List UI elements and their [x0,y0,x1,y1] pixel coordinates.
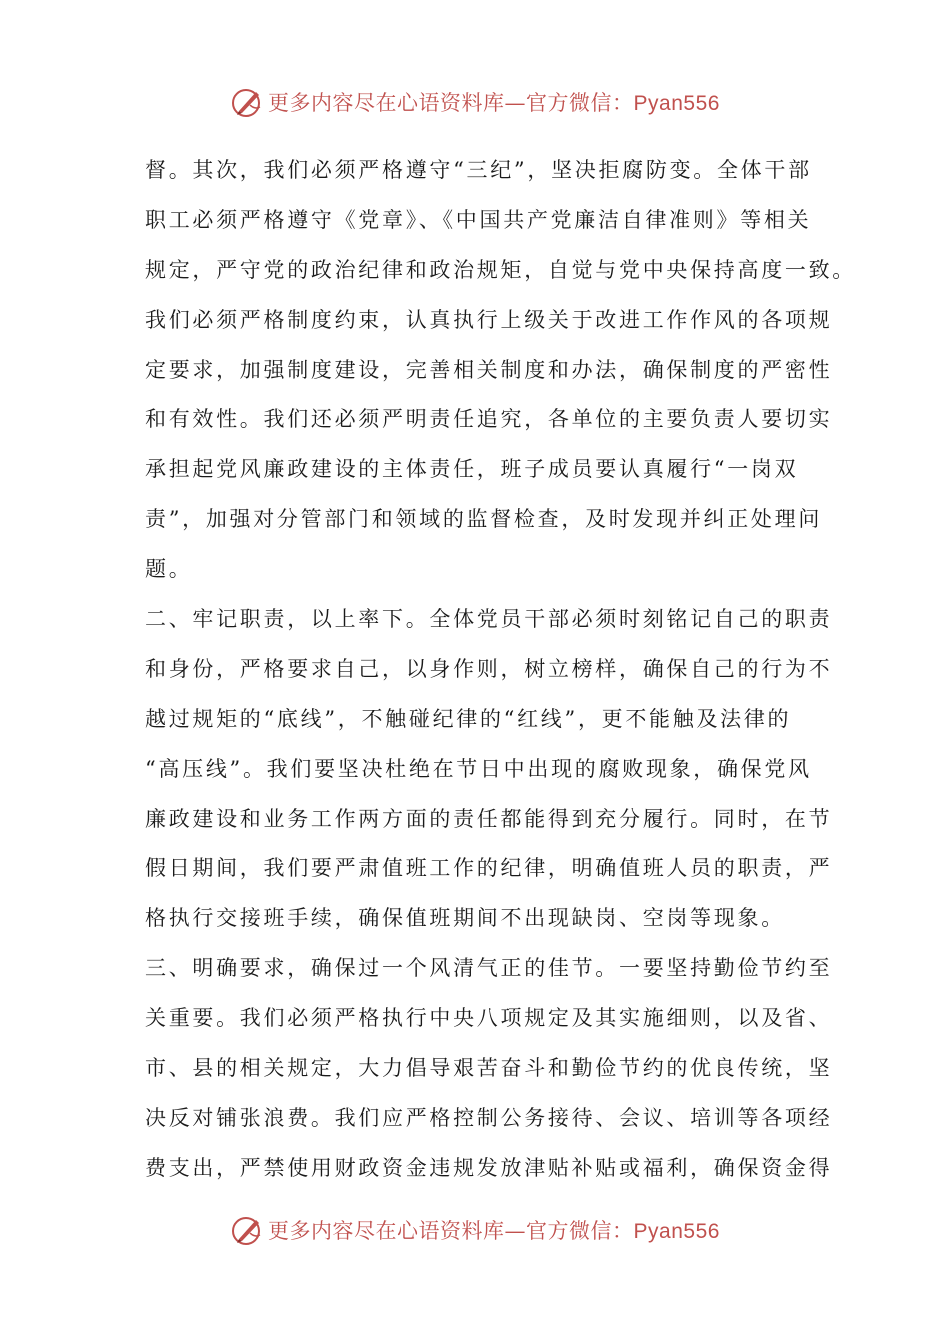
text-line: 承担起党风廉政建设的主体责任，班子成员要认真履行“一岗双 [145,457,799,482]
footer-watermark-banner [0,1210,950,1250]
text-line: 关重要。我们必须严格执行中央八项规定及其实施细则，以及省、 [145,1006,833,1031]
text-line: 格执行交接班手续，确保值班期间不出现缺岗、空岗等现象。 [145,906,785,931]
text-line: 职工必须严格遵守《党章》、《中国共产党廉洁自律准则》等相关 [145,207,812,232]
text-line: 督。其次，我们必须严格遵守“三纪”，坚决拒腐防变。全体干部 [145,158,812,182]
text-line: 责”，加强对分管部门和领域的监督检查，及时发现并纠正处理问 [145,507,823,532]
text-line: 市、县的相关规定，大力倡导艰苦奋斗和勤俭节约的优良传统，坚 [145,1056,833,1081]
text-line: 廉政建设和业务工作两方面的责任都能得到充分履行。同时，在节 [145,806,833,831]
header-banner-text [268,87,720,117]
footer-banner-cn: 更多内容尽在心语资料库—官方微信： [268,1219,634,1243]
header-banner-wechat-id: Pyan556 [633,92,720,115]
text-line: 和身份，严格要求自己，以身作则，树立榜样，确保自己的行为不 [145,656,833,681]
text-line: 三、明确要求，确保过一个风清气正的佳节。一要坚持勤俭节约至 [145,956,833,981]
text-line: “高压线”。我们要坚决杜绝在节日中出现的腐败现象，确保党风 [145,756,812,781]
text-line: 和有效性。我们还必须严明责任追究，各单位的主要负责人要切实 [145,407,833,432]
footer-banner-wechat-id: Pyan556 [633,1220,720,1243]
pen-logo-icon [230,85,264,119]
text-line: 规定，严守党的政治纪律和政治规矩，自觉与党中央保持高度一致。 [145,257,856,282]
text-line: 二、牢记职责，以上率下。全体党员干部必须时刻铭记自己的职责 [145,607,833,632]
pen-logo-icon [230,1213,264,1247]
text-line: 我们必须严格制度约束，认真执行上级关于改进工作作风的各项规 [145,307,833,332]
text-line: 定要求，加强制度建设，完善相关制度和办法，确保制度的严密性 [145,357,833,382]
header-watermark-banner [0,82,950,122]
text-line: 决反对铺张浪费。我们应严格控制公务接待、会议、培训等各项经 [145,1105,833,1130]
header-banner-cn: 更多内容尽在心语资料库—官方微信： [268,91,634,115]
document-body [145,146,856,1194]
text-line: 费支出，严禁使用财政资金违规发放津贴补贴或福利，确保资金得 [145,1155,833,1180]
footer-banner-text [268,1215,720,1245]
text-line: 假日期间，我们要严肃值班工作的纪律，明确值班人员的职责，严 [145,856,833,881]
text-line: 越过规矩的“底线”，不触碰纪律的“红线”，更不能触及法律的 [145,706,792,731]
text-line: 题。 [145,557,193,582]
